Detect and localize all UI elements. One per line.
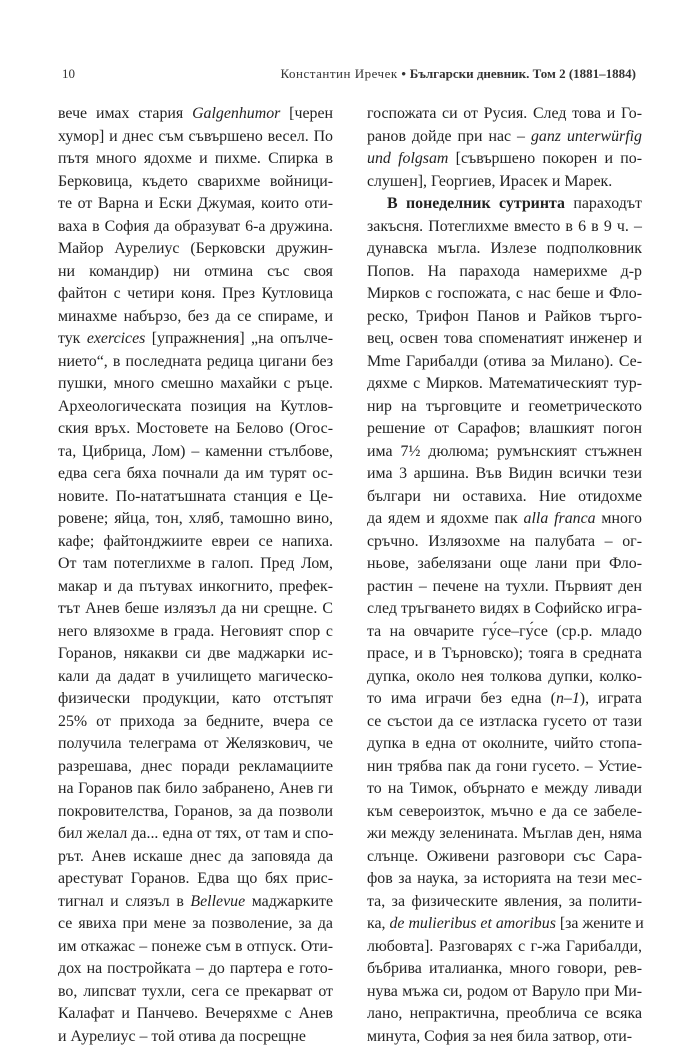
text-segment: дяхме с Мирков. Математическият тур-	[367, 375, 642, 392]
text-line	[58, 621, 333, 644]
text-segment: слушен], Георгиев, Ирасек и Марек.	[367, 173, 612, 190]
text-segment: [упражнения] „на опълче-	[145, 330, 333, 347]
text-segment: и Аурелиус – той отива да посрещне	[58, 1028, 306, 1045]
text-line	[58, 981, 333, 1004]
text-line	[367, 216, 642, 239]
text-line	[58, 643, 333, 666]
text-line	[367, 823, 642, 846]
text-segment: на Горанов пак било забранено, Анев ги	[58, 780, 333, 797]
text-segment: [черен	[280, 105, 333, 122]
text-line	[367, 801, 642, 824]
text-segment: пътя много ядохме и пихме. Спирка в	[58, 150, 333, 167]
text-segment: Горанов, някакви си две маджарки ис-	[58, 645, 333, 662]
text-line	[58, 868, 333, 891]
text-segment: рът. Анев искаше днес да заповяда да	[58, 848, 333, 865]
book-title: Български дневник. Том 2 (1881–1884)	[410, 66, 636, 81]
text-segment: бил желал да... една от тях, от там и спо-	[58, 825, 334, 842]
running-header	[62, 66, 636, 82]
text-segment: Майор Аурелиус (Берковски дружин-	[58, 240, 333, 257]
text-line	[58, 193, 333, 216]
text-line	[367, 193, 642, 216]
text-segment: Мирков с госпожата, с нас беше и Фло-	[367, 285, 642, 302]
text-line	[367, 756, 642, 779]
text-segment: има 7½ дюлюма; румънският стъжнен	[367, 443, 642, 460]
text-segment: тигнал и слязъл в	[58, 893, 190, 910]
text-line	[58, 891, 333, 914]
text-segment: кали да дадат в училището магическо-	[58, 668, 333, 685]
text-segment: много	[596, 510, 642, 527]
text-segment: ньове, забелязани още лани при Фло-	[367, 555, 642, 572]
text-segment: растин – печене на тухли. Първият ден	[367, 578, 642, 595]
text-segment: От там потеглихме в галоп. Пред Лом,	[58, 555, 333, 572]
page-number: 10	[62, 66, 75, 82]
text-line	[58, 103, 333, 126]
text-line	[58, 598, 333, 621]
text-line	[367, 418, 642, 441]
text-line	[58, 418, 333, 441]
text-segment: реско, Трифон Панов и Райков търго-	[367, 308, 642, 325]
italic-text: alla franca	[524, 510, 596, 527]
text-line	[367, 711, 642, 734]
text-line	[367, 171, 642, 194]
text-segment: ни командир) ни отмина със своя	[58, 263, 333, 280]
text-line	[58, 756, 333, 779]
text-segment: нието“, в последната редица цигани без	[58, 353, 333, 370]
text-segment: се състои да се изтласка гусето от тази	[367, 713, 642, 730]
text-line	[58, 126, 333, 149]
author-name: Константин Иречек	[281, 66, 398, 81]
text-line	[58, 283, 333, 306]
text-line	[58, 328, 333, 351]
text-segment: нува мъжа си, родом от Варуло при Ми-	[367, 983, 642, 1000]
text-segment: закъсня. Потеглихме вместо в 6 в 9 ч. –	[367, 218, 642, 235]
text-line	[367, 733, 642, 756]
text-line	[367, 958, 642, 981]
text-segment: тук	[58, 330, 87, 347]
text-segment: получила телеграма от Желязкович, че	[58, 735, 333, 752]
text-segment: дупка в една от околните, чийто стопа-	[367, 735, 642, 752]
text-line	[367, 486, 642, 509]
text-segment: Берковица, където сварихме войници-	[58, 173, 333, 190]
italic-text: n–1	[556, 690, 580, 707]
text-segment: то има играчи без една (	[367, 690, 556, 707]
text-segment: госпожата си от Русия. След това и Го-	[367, 105, 642, 122]
italic-text: exercices	[87, 330, 146, 347]
left-text-column	[58, 103, 333, 1048]
text-segment: макар и да пътувах инкогнито, префек-	[58, 578, 333, 595]
text-segment: ския връх. Мостовете на Белово (Огос-	[58, 420, 333, 437]
text-segment: Археологическата позиция на Кутлов-	[58, 398, 333, 415]
text-segment: едва сега бяха почнали да им турят ос-	[58, 465, 333, 482]
text-line	[58, 1003, 333, 1026]
text-segment: жи между зеленината. Мъглав ден, няма	[367, 825, 642, 842]
text-line	[367, 306, 642, 329]
text-segment: вече имах стария	[58, 105, 192, 122]
italic-text: ganz unterwürfig	[531, 128, 642, 145]
text-line	[367, 1003, 642, 1026]
italic-text: und folgsam	[367, 150, 448, 167]
text-line	[58, 778, 333, 801]
text-segment: любовта]. Разговарях с г-жа Гарибалди,	[367, 938, 642, 955]
text-line	[58, 823, 333, 846]
text-segment: ранов дойде при нас –	[367, 128, 531, 145]
text-segment: та на овчарите гу́се–гу́се (ср.р. младо	[367, 623, 642, 640]
text-segment: минахме набързо, без да се спираме, и	[58, 308, 333, 325]
text-segment: него влязохме в града. Неговият спор с	[58, 623, 333, 640]
text-line	[367, 103, 642, 126]
text-line	[367, 913, 642, 936]
text-segment: дупка, около нея толкова дупки, колко-	[367, 668, 642, 685]
text-segment: новите. По-нататъшната станция е Це-	[58, 488, 333, 505]
text-line	[367, 238, 642, 261]
text-line	[367, 283, 642, 306]
text-segment: им откажас – понеже съм в отпуск. Оти-	[58, 938, 333, 955]
text-line	[58, 216, 333, 239]
text-segment: слънце. Оживени разговори със Сара-	[367, 848, 642, 865]
text-line	[367, 868, 642, 891]
text-segment: нин трябва пак да гони гусето. – Устие-	[367, 758, 642, 775]
text-segment: кафе; файтонджиите евреи се напиха.	[58, 533, 333, 550]
text-segment: Mme Гарибалди (отива за Милано). Се-	[367, 353, 642, 370]
text-segment: та, за физическите явления, за полити-	[367, 893, 642, 910]
running-title	[281, 66, 636, 82]
text-segment: параходът	[565, 195, 642, 212]
text-line	[58, 171, 333, 194]
text-segment: решение от Сарафов; влашкият погон	[367, 420, 642, 437]
text-line	[367, 126, 642, 149]
text-line	[58, 486, 333, 509]
text-segment: 25% от прихода за бедните, вчера се	[58, 713, 333, 730]
text-line	[367, 846, 642, 869]
title-separator: •	[401, 66, 406, 81]
text-line	[367, 351, 642, 374]
text-line	[58, 666, 333, 689]
text-line	[58, 463, 333, 486]
text-segment: дунавска мъгла. Излезе подполковник	[367, 240, 642, 257]
text-line	[367, 148, 642, 171]
text-segment: ), играта	[580, 690, 642, 707]
text-line	[367, 441, 642, 464]
text-line	[58, 261, 333, 284]
text-line	[367, 396, 642, 419]
text-segment: минута, София за нея била затвор, оти-	[367, 1028, 632, 1045]
text-line	[367, 553, 642, 576]
text-segment: се явиха при мене за позволение, за да	[58, 915, 333, 932]
text-line	[58, 801, 333, 824]
text-line	[58, 373, 333, 396]
text-segment: нир на търговците и геометрическото	[367, 398, 642, 415]
text-segment: физически продукции, като отстъпят	[58, 690, 333, 707]
text-segment: фов за наука, за историята на тези мес-	[367, 870, 642, 887]
italic-text: de mulieribus et amoribus	[389, 915, 555, 932]
right-text-column	[367, 103, 642, 1048]
text-segment: дох на постройката – до партера е гото-	[58, 960, 333, 977]
italic-text: Bellevue	[190, 893, 245, 910]
text-line	[367, 891, 642, 914]
bold-text: В понеделник сутринта	[387, 195, 565, 212]
text-segment: во, липсват тухли, сега се прекарват от	[58, 983, 333, 1000]
text-segment: да ядем и ядохме пак	[367, 510, 524, 527]
text-line	[58, 351, 333, 374]
text-segment: пушки, много смешно махайки с ръце.	[58, 375, 333, 392]
text-line	[58, 508, 333, 531]
text-segment: след тръгването видях в Софийско игра-	[367, 600, 642, 617]
text-line	[58, 238, 333, 261]
italic-text: Galgenhumor	[192, 105, 280, 122]
text-line	[58, 846, 333, 869]
text-segment: то на Тимок, обърнато е между ливади	[367, 780, 642, 797]
text-segment: към североизток, мъчно е да се забеле-	[367, 803, 642, 820]
text-segment: вец, освен това споменатият инженер и	[367, 330, 642, 347]
text-line	[367, 531, 642, 554]
text-line	[367, 688, 642, 711]
text-line	[367, 981, 642, 1004]
text-segment: сръчно. Излязохме на палубата – ог-	[367, 533, 642, 550]
text-line	[58, 531, 333, 554]
text-line	[58, 553, 333, 576]
text-line	[367, 621, 642, 644]
text-line	[367, 778, 642, 801]
text-line	[367, 328, 642, 351]
text-segment: те от Варна и Ески Джумая, които оти-	[58, 195, 333, 212]
text-line	[58, 688, 333, 711]
text-segment: бъбрива италианка, много говори, рев-	[367, 960, 642, 977]
text-segment: тът Анев беше излязъл да ни срещне. С	[58, 600, 333, 617]
text-line	[367, 1026, 642, 1048]
text-line	[367, 508, 642, 531]
text-segment: ровене; яйца, тон, хляб, тамошно вино,	[58, 510, 333, 527]
text-segment: файтон с четири коня. През Кутловица	[58, 285, 333, 302]
text-segment: разрешава, днес поради рекламациите	[58, 758, 333, 775]
text-line	[58, 306, 333, 329]
text-segment: [съвършено покорен и по-	[448, 150, 642, 167]
text-segment: [за жените и	[556, 915, 644, 932]
text-segment: покровителства, Горанов, за да позволи	[58, 803, 333, 820]
text-line	[367, 261, 642, 284]
text-line	[367, 643, 642, 666]
text-line	[367, 373, 642, 396]
text-line	[58, 148, 333, 171]
text-segment: прасе, и в Търновско); тояга в средната	[367, 645, 642, 662]
text-line	[367, 576, 642, 599]
text-line	[367, 936, 642, 959]
text-segment: хумор] и днес съм съвършено весел. По	[58, 128, 333, 145]
text-line	[58, 958, 333, 981]
text-line	[367, 666, 642, 689]
text-segment: ваха в София да образуват 6-а дружина.	[58, 218, 333, 235]
text-line	[58, 913, 333, 936]
text-line	[367, 463, 642, 486]
text-line	[58, 733, 333, 756]
text-line	[58, 576, 333, 599]
text-segment: та, Цибрица, Лом) – каменни стълбове,	[58, 443, 333, 460]
text-segment: Калафат и Панчево. Вечеряхме с Анев	[58, 1005, 333, 1022]
text-segment: арестуват Горанов. Едва що бях прис-	[58, 870, 333, 887]
text-segment: ка,	[367, 915, 389, 932]
text-line	[58, 711, 333, 734]
text-line	[58, 936, 333, 959]
text-segment: Попов. На парахода намерихме д-р	[367, 263, 642, 280]
text-line	[58, 396, 333, 419]
text-segment: лано, непрактична, преоблича се всяка	[367, 1005, 642, 1022]
text-segment: българи ни оставиха. Ние отидохме	[367, 488, 642, 505]
text-segment: маджарките	[245, 893, 333, 910]
text-line	[58, 441, 333, 464]
text-line	[367, 598, 642, 621]
text-segment: има 3 аршина. Във Видин всички тези	[367, 465, 642, 482]
text-line	[58, 1026, 333, 1048]
